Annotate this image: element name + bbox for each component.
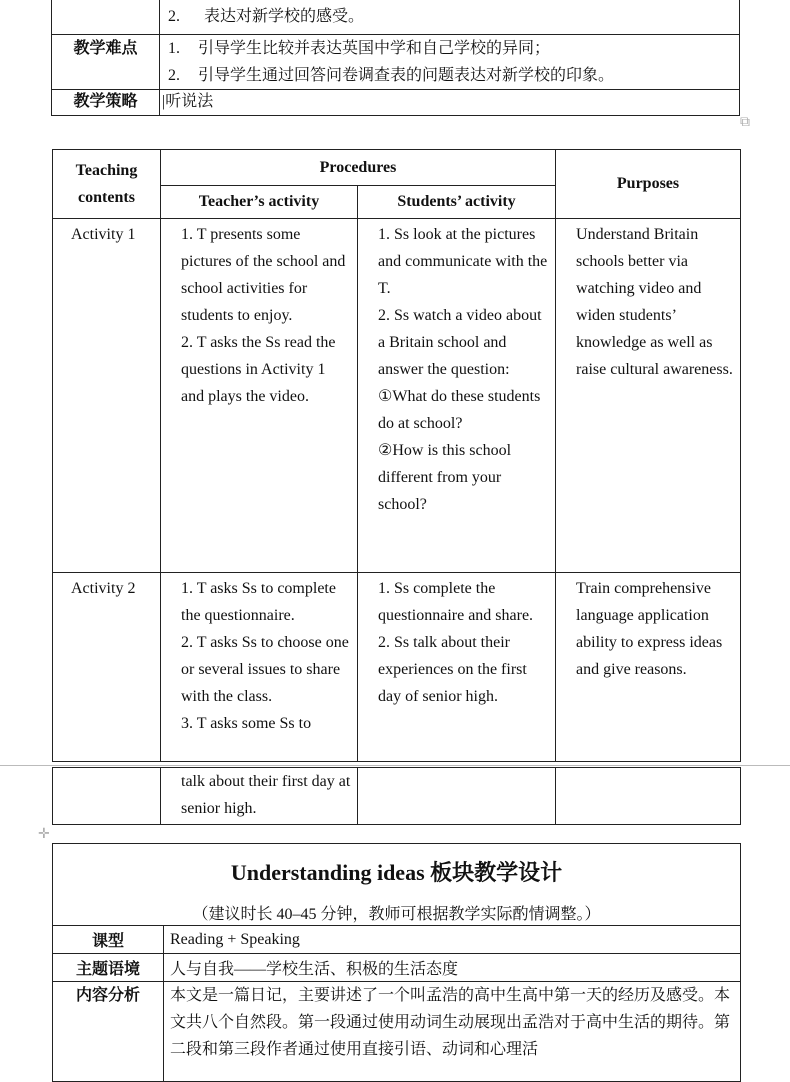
title-row xyxy=(53,844,741,926)
table-row xyxy=(53,982,741,1082)
table-row xyxy=(53,954,741,982)
table-row xyxy=(53,573,741,762)
teacher-activity: talk about their first day at senior high. xyxy=(161,768,358,825)
row-label: 内容分析 xyxy=(53,982,164,1082)
procedures-table xyxy=(52,149,741,762)
item-text: 表达对新学校的感受。 xyxy=(204,8,365,25)
row-label: 教学难点 xyxy=(52,35,160,90)
purpose: Train comprehensive language application ability to express ideas and give reasons. xyxy=(556,573,741,762)
purpose: Understand Britain schools better via watching video and widen students’ knowledge as well as raise cultural awareness. xyxy=(556,219,741,573)
row-label: 主题语境 xyxy=(53,954,164,982)
item-text: 引导学生比较并表达英国中学和自己学校的异同； xyxy=(198,40,551,57)
header-teaching-contents: Teaching contents xyxy=(53,150,161,219)
section-title: Understanding ideas 板块教学设计 xyxy=(230,860,563,885)
row-label xyxy=(52,0,160,35)
row-content xyxy=(160,90,740,116)
teaching-content xyxy=(53,768,161,825)
teaching-strategy-text: |听说法 xyxy=(162,93,214,110)
teacher-activity: 1. T asks Ss to complete the questionnaire. 2. T asks Ss to choose one or several issues to share with the class. 3. T asks some Ss to xyxy=(161,573,358,762)
row-content: 人与自我——学校生活、积极的生活态度 xyxy=(164,954,741,982)
table-row xyxy=(52,35,740,90)
table-row xyxy=(53,926,741,954)
header-teacher-activity: Teacher’s activity xyxy=(161,186,358,219)
row-content: Reading + Speaking xyxy=(164,926,741,954)
header-row xyxy=(53,150,741,186)
header-students-activity: Students’ activity xyxy=(358,186,556,219)
teaching-info-table-top xyxy=(51,0,740,116)
procedures-table-continued xyxy=(52,767,741,825)
row-content: 本文是一篇日记，主要讲述了一个叫孟浩的高中生高中第一天的经历及感受。本文共八个自然段。第一段通过使用动词生动展现出孟浩对于高中生活的期待。第二段和第三段作者通过使用直接引语、动词和心理活 xyxy=(164,982,741,1082)
table-row xyxy=(52,90,740,116)
understanding-ideas-table xyxy=(52,843,741,1082)
purpose xyxy=(556,768,741,825)
students-activity: 1. Ss complete the questionnaire and share. 2. Ss talk about their experiences on the first day of senior high. xyxy=(358,573,556,762)
table-row xyxy=(52,0,740,35)
teacher-activity: 1. T presents some pictures of the school and school activities for students to enjoy. 2. T asks the Ss read the questions in Activity 1 and plays the video. xyxy=(161,219,358,573)
teaching-content: Activity 1 xyxy=(53,219,161,573)
header-purposes: Purposes xyxy=(556,150,741,219)
row-label: 教学策略 xyxy=(52,90,160,116)
list-item: 2. 表达对新学校的感受。 xyxy=(168,8,365,25)
row-content xyxy=(160,35,740,90)
teaching-content: Activity 2 xyxy=(53,573,161,762)
table-row xyxy=(53,219,741,573)
list-item: 1. 引导学生比较并表达英国中学和自己学校的异同； xyxy=(168,40,551,57)
section-subtitle: （建议时长 40–45 分钟，教师可根据教学实际酌情调整。） xyxy=(192,906,601,923)
page-break xyxy=(0,765,790,766)
move-handle-icon: ✛ xyxy=(38,827,50,842)
table-row xyxy=(53,768,741,825)
header-procedures: Procedures xyxy=(161,150,556,186)
list-item: 2. 引导学生通过回答问卷调查表的问题表达对新学校的印象。 xyxy=(168,67,615,84)
students-activity xyxy=(358,768,556,825)
table-handle-icon: ⧉ xyxy=(740,115,750,130)
row-label: 课型 xyxy=(53,926,164,954)
title-cell xyxy=(53,844,741,926)
item-text: 引导学生通过回答问卷调查表的问题表达对新学校的印象。 xyxy=(198,67,615,84)
students-activity: 1. Ss look at the pictures and communicate with the T. 2. Ss watch a video about a Britain school and answer the question: ①What do these students do at school? ②How is this school different from your school? xyxy=(358,219,556,573)
row-content xyxy=(160,0,740,35)
